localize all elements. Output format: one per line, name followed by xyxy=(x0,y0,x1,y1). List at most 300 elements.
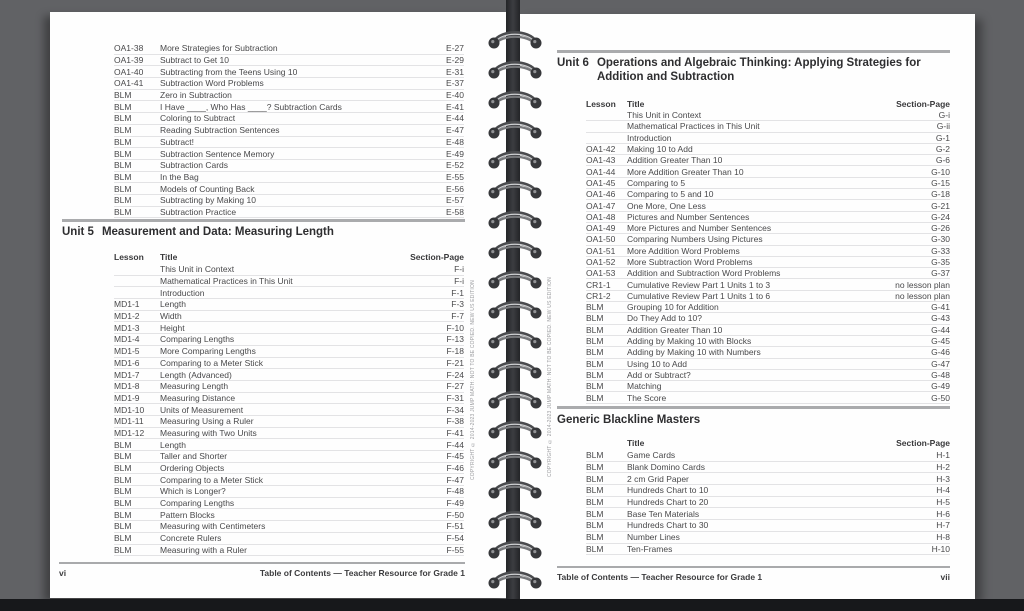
left-page xyxy=(50,12,508,598)
lesson-code: MD1-11 xyxy=(114,416,144,427)
lesson-title: Comparing to 5 xyxy=(627,177,686,188)
lesson-code: BLM xyxy=(114,533,132,544)
lesson-title: Models of Counting Back xyxy=(160,183,255,194)
toc-row xyxy=(586,200,950,211)
spiral-binding-ring xyxy=(486,449,544,471)
spiral-binding-ring xyxy=(486,419,544,441)
lesson-code: OA1-46 xyxy=(586,189,616,200)
lesson-title: Matching xyxy=(627,381,662,392)
lesson-title: Length xyxy=(160,439,186,450)
lesson-code: MD1-3 xyxy=(114,322,140,333)
lesson-title: Ordering Objects xyxy=(160,463,225,474)
toc-row xyxy=(114,101,464,113)
unit-5-column-header xyxy=(114,251,464,263)
toc-row xyxy=(114,90,464,102)
lesson-code: MD1-6 xyxy=(114,357,140,368)
footer-rule xyxy=(557,566,950,568)
page-ref: G-33 xyxy=(931,245,950,256)
lesson-code: OA1-40 xyxy=(114,66,144,77)
generic-blm-table xyxy=(586,450,950,555)
lesson-code: BLM xyxy=(114,451,132,462)
column-title: Title xyxy=(160,252,178,262)
toc-row xyxy=(114,428,464,440)
lesson-code: MD1-2 xyxy=(114,311,140,322)
lesson-code: OA1-53 xyxy=(586,268,616,279)
lesson-code: BLM xyxy=(586,369,604,380)
lesson-code: BLM xyxy=(586,485,604,496)
page-ref: H-8 xyxy=(936,532,950,543)
toc-row xyxy=(586,508,950,520)
unit-6-title-line2: Addition and Subtraction xyxy=(596,70,735,83)
page-number: vii xyxy=(940,572,950,582)
lesson-title: Comparing Numbers Using Pictures xyxy=(627,234,763,245)
toc-row xyxy=(114,43,464,55)
page-ref: H-4 xyxy=(936,485,950,496)
lesson-title: Measuring with Centimeters xyxy=(160,521,266,532)
lesson-code: MD1-12 xyxy=(114,427,145,438)
lesson-code: MD1-10 xyxy=(114,404,145,415)
footer-rule xyxy=(59,562,465,564)
page-ref: E-47 xyxy=(446,125,464,136)
unit-5-table xyxy=(114,264,464,556)
lesson-title: Blank Domino Cards xyxy=(627,462,705,473)
lesson-title: Measuring with a Ruler xyxy=(160,544,247,555)
copyright-sideways-text: COPYRIGHT © 2014-2023 JUMP MATH: NOT TO BE COPIED. NEW US EDITION xyxy=(547,277,553,477)
page-ref: G-47 xyxy=(931,358,950,369)
lesson-code: BLM xyxy=(114,160,132,171)
spiral-binding-ring xyxy=(486,569,544,591)
toc-row xyxy=(586,462,950,474)
page-ref: G-ii xyxy=(936,121,950,132)
lesson-title: Subtraction Practice xyxy=(160,206,237,217)
toc-row xyxy=(586,234,950,245)
lesson-title: Game Cards xyxy=(627,450,676,461)
page-ref: G-1 xyxy=(935,132,950,143)
toc-row xyxy=(586,166,950,177)
unit-5-label: Unit 5 xyxy=(62,226,94,238)
toc-row xyxy=(586,473,950,485)
toc-row xyxy=(114,498,464,510)
toc-row xyxy=(114,299,464,311)
page-ref: H-10 xyxy=(931,543,950,554)
generic-blm-column-header xyxy=(586,437,950,449)
lesson-title: Mathematical Practices in This Unit xyxy=(160,276,293,287)
page-ref: F-21 xyxy=(446,357,464,368)
lesson-title: Number Lines xyxy=(627,532,680,543)
lesson-title: Length (Advanced) xyxy=(160,369,232,380)
toc-row xyxy=(114,369,464,381)
lesson-title: Reading Subtraction Sentences xyxy=(160,125,280,136)
toc-row xyxy=(586,532,950,544)
toc-row xyxy=(586,313,950,324)
toc-row xyxy=(114,509,464,521)
page-ref: F-34 xyxy=(446,404,464,415)
page-ref: E-58 xyxy=(446,206,464,217)
lesson-code: BLM xyxy=(586,358,604,369)
lesson-title: Comparing Lengths xyxy=(160,498,235,509)
toc-row xyxy=(114,463,464,475)
page-ref: H-3 xyxy=(936,473,950,484)
page-number: vi xyxy=(59,568,67,578)
spiral-binding-ring xyxy=(486,29,544,51)
page-ref: H-2 xyxy=(936,462,950,473)
lesson-code: OA1-38 xyxy=(114,43,144,54)
page-ref: F-i xyxy=(454,276,464,287)
lesson-title: Addition Greater Than 10 xyxy=(627,324,723,335)
spiral-binding-ring xyxy=(486,149,544,171)
lesson-code: MD1-9 xyxy=(114,392,140,403)
lesson-title: Hundreds Chart to 10 xyxy=(627,485,709,496)
toc-row xyxy=(114,533,464,545)
lesson-title: More Strategies for Subtraction xyxy=(160,43,278,54)
lesson-title: Making 10 to Add xyxy=(627,144,693,155)
lesson-code: CR1-2 xyxy=(586,290,611,301)
right-page-footer xyxy=(557,572,950,582)
page-ref: G-45 xyxy=(931,336,950,347)
toc-row xyxy=(114,451,464,463)
page-ref: F-31 xyxy=(446,392,464,403)
toc-row xyxy=(114,66,464,78)
toc-row xyxy=(114,55,464,67)
lesson-code: BLM xyxy=(114,113,132,124)
page-ref: G-48 xyxy=(931,369,950,380)
page-ref: E-49 xyxy=(446,148,464,159)
lesson-code: BLM xyxy=(586,497,604,508)
page-ref: G-24 xyxy=(931,211,950,222)
lesson-title: Cumulative Review Part 1 Units 1 to 6 xyxy=(627,290,771,301)
page-ref: F-3 xyxy=(451,299,464,310)
toc-row xyxy=(114,195,464,207)
column-title: Title xyxy=(627,99,645,109)
toc-row xyxy=(114,183,464,195)
section-divider-rule xyxy=(557,406,950,409)
unit-6-table xyxy=(586,110,950,404)
top-rule xyxy=(557,50,950,53)
lesson-code: BLM xyxy=(586,324,604,335)
toc-row xyxy=(586,520,950,532)
page-ref: H-5 xyxy=(936,497,950,508)
lesson-title: Subtraction Cards xyxy=(160,160,229,171)
unit-5-heading xyxy=(62,226,334,240)
lesson-title: Base Ten Materials xyxy=(627,508,700,519)
lesson-code: BLM xyxy=(114,509,132,520)
lesson-title: More Addition Greater Than 10 xyxy=(627,166,744,177)
unit-5-title-line1: Measurement and Data: Measuring Length xyxy=(101,226,334,238)
lesson-title: Zero in Subtraction xyxy=(160,90,232,101)
lesson-code: OA1-50 xyxy=(586,234,616,245)
lesson-title: The Score xyxy=(627,392,667,403)
lesson-code: CR1-1 xyxy=(586,279,611,290)
lesson-code: BLM xyxy=(114,183,132,194)
spiral-binding-ring xyxy=(486,479,544,501)
page-ref: F-10 xyxy=(446,322,464,333)
spiral-binding-ring xyxy=(486,359,544,381)
lesson-title: Coloring to Subtract xyxy=(160,113,236,124)
lesson-title: Subtraction Sentence Memory xyxy=(160,148,275,159)
page-ref: E-37 xyxy=(446,78,464,89)
lesson-code: MD1-1 xyxy=(114,299,140,310)
page-ref: G-30 xyxy=(931,234,950,245)
toc-row xyxy=(114,545,464,557)
lesson-title: Adding by Making 10 with Blocks xyxy=(627,336,752,347)
column-lesson: Lesson xyxy=(586,99,616,109)
lesson-code: OA1-51 xyxy=(586,245,616,256)
spiral-binding-ring xyxy=(486,89,544,111)
page-ref: H-1 xyxy=(936,450,950,461)
toc-row xyxy=(586,121,950,132)
lesson-title: Subtract! xyxy=(160,136,195,147)
lesson-title: Measuring Using a Ruler xyxy=(160,416,254,427)
lesson-title: Measuring Length xyxy=(160,381,229,392)
page-ref: G-37 xyxy=(931,268,950,279)
lesson-title: Units of Measurement xyxy=(160,404,244,415)
page-ref: F-13 xyxy=(446,334,464,345)
lesson-code: BLM xyxy=(586,532,604,543)
unit-6-label: Unit 6 xyxy=(557,57,589,69)
toc-row xyxy=(586,359,950,370)
lesson-code: BLM xyxy=(114,498,132,509)
page-ref: F-50 xyxy=(446,509,464,520)
spiral-binding-ring xyxy=(486,59,544,81)
lesson-title: More Subtraction Word Problems xyxy=(627,257,753,267)
lesson-code: BLM xyxy=(114,90,132,101)
page-ref: G-35 xyxy=(931,257,950,267)
page-ref: F-7 xyxy=(451,311,464,322)
toc-row xyxy=(114,334,464,346)
lesson-code: MD1-8 xyxy=(114,381,140,392)
lesson-code: BLM xyxy=(586,381,604,392)
spiral-binding-ring xyxy=(486,239,544,261)
toc-row xyxy=(114,521,464,533)
lesson-title: Pictures and Number Sentences xyxy=(627,211,750,222)
page-ref: G-i xyxy=(938,110,950,121)
page-ref: F-54 xyxy=(446,533,464,544)
lesson-code: BLM xyxy=(586,543,604,554)
spiral-binding-ring xyxy=(486,209,544,231)
page-ref: E-44 xyxy=(446,113,464,124)
lesson-title: Subtracting from the Teens Using 10 xyxy=(160,66,298,77)
lesson-code: OA1-43 xyxy=(586,155,616,166)
toc-row xyxy=(586,291,950,302)
toc-row xyxy=(114,486,464,498)
lesson-code: BLM xyxy=(586,347,604,358)
toc-row xyxy=(114,311,464,323)
lesson-title: Hundreds Chart to 30 xyxy=(627,520,709,531)
lesson-title: Length xyxy=(160,299,186,310)
page-ref: E-55 xyxy=(446,171,464,182)
lesson-code: BLM xyxy=(586,508,604,519)
lesson-code: OA1-45 xyxy=(586,177,616,188)
lesson-code: OA1-52 xyxy=(586,257,616,267)
page-ref: G-26 xyxy=(931,223,950,234)
column-section-page: Section-Page xyxy=(896,99,950,109)
page-ref: F-i xyxy=(454,264,464,275)
page-ref: G-18 xyxy=(931,189,950,200)
lesson-title: Measuring with Two Units xyxy=(160,427,257,438)
toc-row xyxy=(586,381,950,392)
spiral-binding-ring xyxy=(486,539,544,561)
toc-row xyxy=(586,246,950,257)
lesson-code: BLM xyxy=(586,520,604,531)
lesson-code: BLM xyxy=(586,302,604,313)
lesson-title: Ten-Frames xyxy=(627,543,673,554)
page-ref: F-51 xyxy=(446,521,464,532)
lesson-code: BLM xyxy=(114,544,132,555)
page-ref: E-31 xyxy=(446,66,464,77)
copyright-sideways-text: COPYRIGHT © 2014-2023 JUMP MATH: NOT TO BE COPIED. NEW US EDITION xyxy=(470,280,476,480)
page-ref: G-41 xyxy=(931,302,950,313)
lesson-code: BLM xyxy=(586,336,604,347)
section-divider-rule xyxy=(62,219,465,222)
toc-row xyxy=(114,393,464,405)
toc-row xyxy=(586,257,950,268)
lesson-title: In the Bag xyxy=(160,171,199,182)
toc-row xyxy=(114,113,464,125)
toc-row xyxy=(114,137,464,149)
lesson-title: Measuring Distance xyxy=(160,392,236,403)
toc-row xyxy=(586,392,950,403)
lesson-code: BLM xyxy=(114,171,132,182)
page-ref: E-48 xyxy=(446,136,464,147)
lesson-title: More Pictures and Number Sentences xyxy=(627,223,772,234)
toc-row xyxy=(114,346,464,358)
toc-row xyxy=(114,358,464,370)
page-ref: G-2 xyxy=(935,144,950,155)
page-ref: G-50 xyxy=(931,392,950,403)
lesson-code: OA1-44 xyxy=(586,166,616,177)
page-ref: G-6 xyxy=(935,155,950,166)
lesson-title: Grouping 10 for Addition xyxy=(627,302,719,313)
footer-title: Table of Contents — Teacher Resource for Grade 1 xyxy=(557,572,763,582)
lesson-code: BLM xyxy=(114,136,132,147)
page-ref: G-15 xyxy=(931,177,950,188)
toc-row xyxy=(586,325,950,336)
lesson-code: BLM xyxy=(114,463,132,474)
page-ref: E-41 xyxy=(446,101,464,112)
lesson-title: Concrete Rulers xyxy=(160,533,222,544)
toc-row xyxy=(114,474,464,486)
lesson-code: BLM xyxy=(114,206,132,217)
toc-row xyxy=(114,172,464,184)
toc-row xyxy=(586,336,950,347)
lesson-code: OA1-49 xyxy=(586,223,616,234)
page-ref: F-46 xyxy=(446,463,464,474)
spiral-binding-ring xyxy=(486,299,544,321)
unit-6-title-line1: Operations and Algebraic Thinking: Applying Strategies for xyxy=(596,57,921,69)
spiral-binding-ring xyxy=(486,119,544,141)
page-ref: F-1 xyxy=(451,287,464,298)
column-section-page: Section-Page xyxy=(896,438,950,448)
page-ref: F-55 xyxy=(446,544,464,555)
toc-row xyxy=(586,212,950,223)
left-page-footer xyxy=(59,568,465,578)
lesson-code: OA1-48 xyxy=(586,211,616,222)
lesson-title: Addition and Subtraction Word Problems xyxy=(627,268,781,279)
lesson-title: More Addition Word Problems xyxy=(627,245,740,256)
unit-6-column-header xyxy=(586,98,950,110)
toc-row xyxy=(586,268,950,279)
toc-row xyxy=(586,110,950,121)
toc-row xyxy=(586,189,950,200)
lesson-title: Which is Longer? xyxy=(160,486,226,497)
lesson-code: OA1-39 xyxy=(114,55,144,66)
lesson-title: Subtraction Word Problems xyxy=(160,78,264,89)
toc-row xyxy=(586,155,950,166)
toc-row xyxy=(114,125,464,137)
toc-row xyxy=(586,178,950,189)
lesson-code: OA1-42 xyxy=(586,144,616,155)
footer-title: Table of Contents — Teacher Resource for Grade 1 xyxy=(259,568,465,578)
toc-row xyxy=(114,439,464,451)
lesson-code: BLM xyxy=(586,450,604,461)
lesson-title: Do They Add to 10? xyxy=(627,313,702,324)
spiral-binding-ring xyxy=(486,329,544,351)
lesson-code: BLM xyxy=(114,486,132,497)
lesson-title: Subtract to Get 10 xyxy=(160,55,229,66)
lesson-title: One More, One Less xyxy=(627,200,706,211)
unit4-continuation-table xyxy=(114,43,464,218)
lesson-title: Pattern Blocks xyxy=(160,509,215,520)
lesson-title: Width xyxy=(160,311,182,322)
page-ref: no lesson plan xyxy=(895,279,950,290)
lesson-code: BLM xyxy=(586,313,604,324)
page-ref: F-41 xyxy=(446,427,464,438)
toc-row xyxy=(586,485,950,497)
lesson-code: BLM xyxy=(586,473,604,484)
lesson-code: MD1-5 xyxy=(114,346,140,357)
toc-row xyxy=(114,287,464,299)
toc-row xyxy=(114,264,464,276)
lesson-title: Mathematical Practices in This Unit xyxy=(627,121,760,132)
toc-row xyxy=(114,276,464,288)
lesson-title: I Have ____, Who Has ____? Subtraction Cards xyxy=(160,101,342,112)
lesson-title: Comparing Lengths xyxy=(160,334,235,345)
right-page xyxy=(520,14,975,599)
column-lesson: Lesson xyxy=(114,252,144,262)
lesson-title: Add or Subtract? xyxy=(627,369,691,380)
lesson-title: Cumulative Review Part 1 Units 1 to 3 xyxy=(627,279,771,290)
generic-blackline-masters-heading: Generic Blackline Masters xyxy=(557,414,701,426)
toc-row xyxy=(586,302,950,313)
lesson-code: BLM xyxy=(586,462,604,473)
toc-row xyxy=(586,544,950,556)
bottom-edge-shadow xyxy=(0,599,1024,611)
page-ref: F-38 xyxy=(446,416,464,427)
lesson-code: OA1-47 xyxy=(586,200,616,211)
unit-6-heading xyxy=(557,57,921,84)
page-ref: no lesson plan xyxy=(895,290,950,301)
page-ref: F-44 xyxy=(446,439,464,450)
lesson-title: Introduction xyxy=(627,132,672,143)
toc-row xyxy=(586,370,950,381)
page-ref: E-57 xyxy=(446,195,464,206)
page-ref: F-24 xyxy=(446,369,464,380)
lesson-code: BLM xyxy=(114,521,132,532)
lesson-code: MD1-7 xyxy=(114,369,140,380)
lesson-code: BLM xyxy=(114,474,132,485)
toc-row xyxy=(586,497,950,509)
lesson-title: Subtracting by Making 10 xyxy=(160,195,256,206)
page-ref: G-43 xyxy=(931,313,950,324)
spiral-binding-ring xyxy=(486,509,544,531)
lesson-code: BLM xyxy=(114,101,132,112)
lesson-code: BLM xyxy=(114,439,132,450)
page-ref: E-29 xyxy=(446,55,464,66)
lesson-code: MD1-4 xyxy=(114,334,140,345)
lesson-title: Hundreds Chart to 20 xyxy=(627,497,709,508)
lesson-title: Adding by Making 10 with Numbers xyxy=(627,347,761,358)
page-ref: F-47 xyxy=(446,474,464,485)
